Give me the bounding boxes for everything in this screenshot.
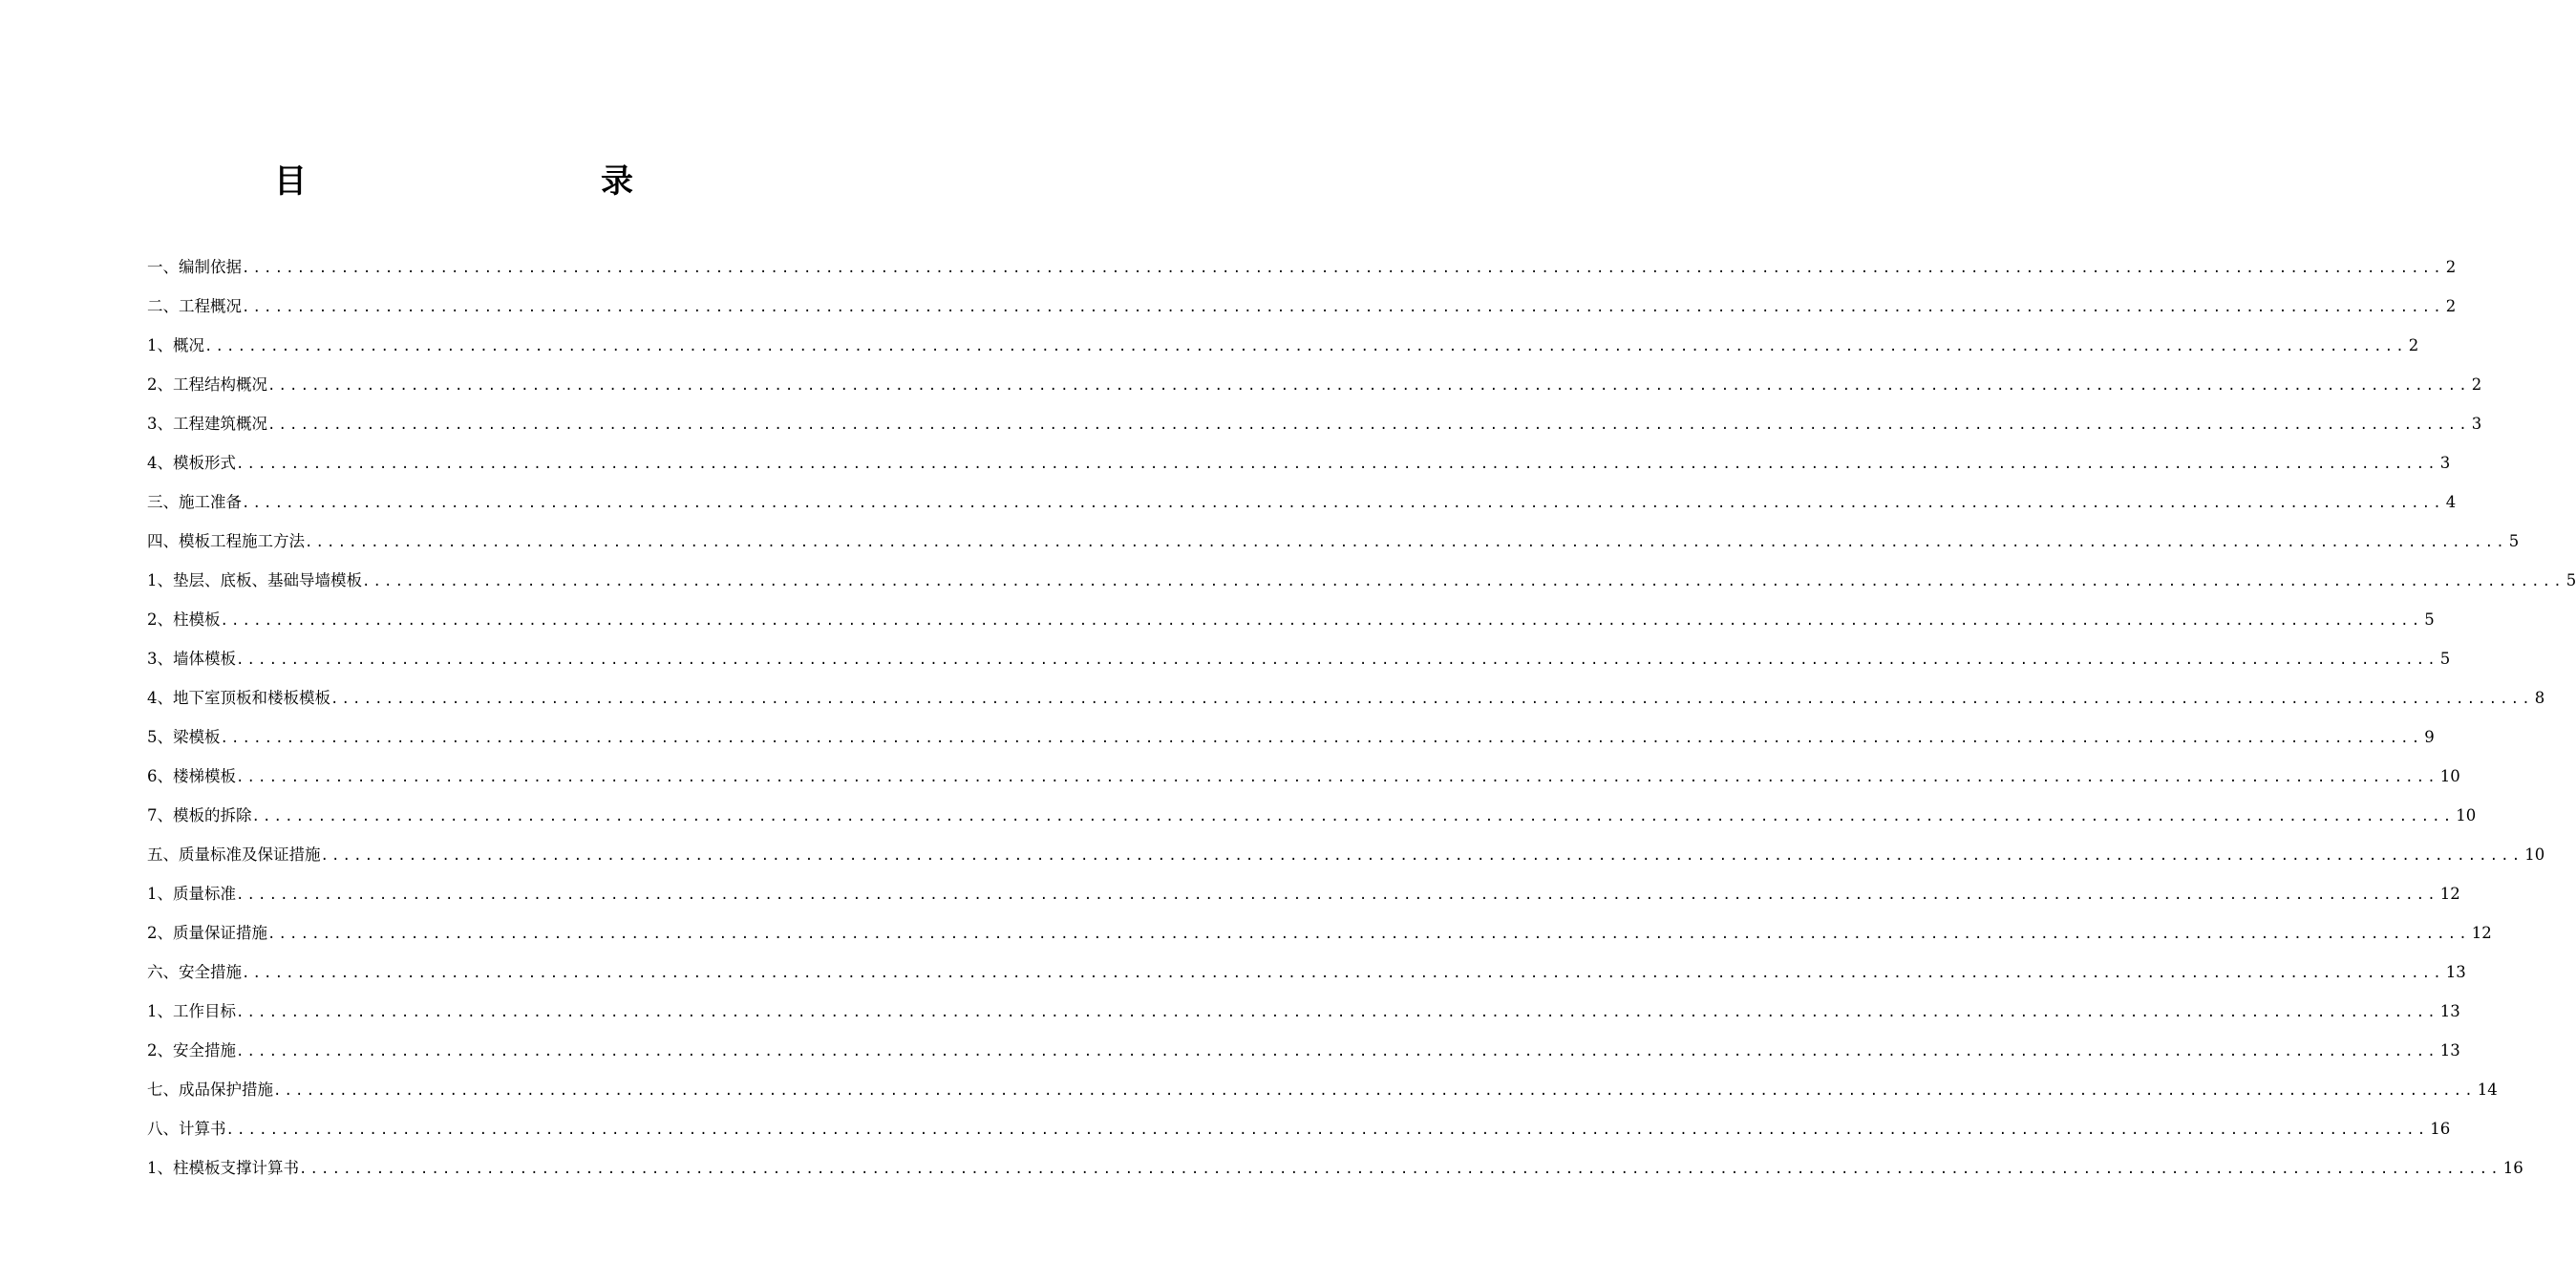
toc-entry-label: 三、施工准备 [147,493,242,511]
toc-entry-label: 1、概况 [147,336,204,354]
toc-entry[interactable] [147,329,2419,368]
page-title: 目 录 [274,162,710,201]
toc-leader-dots: ........................................................................................................................................................................................................ [236,653,2438,668]
toc-entry-label: 2、质量保证措施 [147,924,267,942]
toc-entry[interactable] [147,799,2477,838]
toc-entry-label: 二、工程概况 [147,297,242,315]
toc-entry[interactable] [147,524,2520,564]
toc-entry-label: 五、质量标准及保证措施 [147,845,321,864]
toc-entry-page: 16 [2502,1159,2523,1177]
toc-entry-page: 13 [2439,1002,2460,1020]
toc-leader-dots: ........................................................................................................................................................................................................ [251,809,2455,824]
toc-entry-label: 2、安全措施 [147,1041,236,1059]
toc-entry-page: 10 [2456,806,2477,824]
toc-entry[interactable] [147,838,2545,877]
toc-entry-label: 1、柱模板支撑计算书 [147,1159,299,1177]
toc-entry-page: 10 [2524,845,2545,864]
toc-leader-dots: ........................................................................................................................................................................................................ [362,574,2565,589]
toc-entry-page: 9 [2424,728,2435,746]
toc-entry-page: 13 [2445,963,2466,981]
toc-entry[interactable] [147,1034,2460,1073]
toc-leader-dots: ........................................................................................................................................................................................................ [330,692,2533,707]
toc-entry-page: 5 [2565,571,2576,589]
toc-entry-label: 1、工作目标 [147,1002,236,1020]
toc-leader-dots: ........................................................................................................................................................................................................ [242,966,2444,981]
toc-entry-label: 3、工程建筑概况 [147,415,267,433]
toc-entry-label: 七、成品保护措施 [147,1081,273,1099]
toc-entry-label: 一、编制依据 [147,258,242,276]
toc-entry-page: 16 [2430,1120,2451,1138]
toc-entry-label: 2、工程结构概况 [147,375,267,394]
toc-entry-page: 2 [2471,375,2482,394]
toc-entry[interactable] [147,1073,2498,1112]
toc-entry-label: 7、模板的拆除 [147,806,252,824]
toc-entry[interactable] [147,642,2451,681]
toc-leader-dots: ........................................................................................................................................................................................................ [242,496,2444,511]
toc-entry-label: 1、垫层、底板、基础导墙模板 [147,571,362,589]
toc-entry-label: 2、柱模板 [147,610,221,629]
toc-entry-page: 3 [2439,454,2451,472]
toc-entry[interactable] [147,916,2492,955]
toc-entry[interactable] [147,1151,2523,1190]
toc-entry-label: 3、墙体模板 [147,650,236,668]
toc-leader-dots: ........................................................................................................................................................................................................ [320,848,2523,864]
toc-entry-label: 4、模板形式 [147,454,236,472]
toc-entry-page: 2 [2445,258,2457,276]
toc-entry-page: 10 [2439,767,2460,785]
toc-entry-label: 1、质量标准 [147,885,236,903]
toc-entry[interactable] [147,877,2460,916]
toc-entry[interactable] [147,368,2482,407]
toc-leader-dots: ........................................................................................................................................................................................................ [236,457,2438,472]
toc-entry-label: 四、模板工程施工方法 [147,532,305,550]
toc-leader-dots: ........................................................................................................................................................................................................ [267,378,2470,394]
toc-leader-dots: ........................................................................................................................................................................................................ [267,417,2470,433]
toc-entry[interactable] [147,760,2460,799]
toc-entry-page: 12 [2439,885,2460,903]
toc-entry[interactable] [147,955,2466,995]
toc-entry[interactable] [147,603,2435,642]
toc-entry-page: 12 [2471,924,2492,942]
toc-entry-page: 13 [2439,1041,2460,1059]
toc-leader-dots: ........................................................................................................................................................................................................ [236,888,2438,903]
toc-entry-page: 14 [2477,1081,2498,1099]
toc-entry-page: 2 [2408,336,2419,354]
toc-entry[interactable] [147,681,2545,720]
toc-entry[interactable] [147,446,2451,485]
toc-entry-page: 2 [2445,297,2457,315]
toc-entry-label: 4、地下室顶板和楼板模板 [147,689,330,707]
toc-entry-label: 5、梁模板 [147,728,221,746]
toc-leader-dots: ........................................................................................................................................................................................................ [242,300,2444,315]
toc-leader-dots: ........................................................................................................................................................................................................ [220,613,2423,629]
toc-leader-dots: ........................................................................................................................................................................................................ [220,731,2423,746]
toc-leader-dots: ........................................................................................................................................................................................................ [273,1083,2476,1099]
toc-leader-dots: ........................................................................................................................................................................................................ [267,927,2470,942]
toc-entry-label: 六、安全措施 [147,963,242,981]
toc-leader-dots: ........................................................................................................................................................................................................ [204,339,2407,354]
toc-entry[interactable] [147,289,2457,329]
toc-entry-page: 4 [2445,493,2457,511]
toc-entry-label: 八、计算书 [147,1120,226,1138]
toc-leader-dots: ........................................................................................................................................................................................................ [242,261,2444,276]
toc-entry[interactable] [147,720,2435,760]
toc-entry-label: 6、楼梯模板 [147,767,236,785]
toc-entry[interactable] [147,250,2457,289]
toc-entry[interactable] [147,407,2482,446]
toc-leader-dots: ........................................................................................................................................................................................................ [236,1005,2438,1020]
toc-entry-page: 5 [2508,532,2520,550]
toc-leader-dots: ........................................................................................................................................................................................................ [236,770,2438,785]
toc-leader-dots: ........................................................................................................................................................................................................ [299,1162,2501,1177]
toc-leader-dots: ........................................................................................................................................................................................................ [236,1044,2438,1059]
toc-leader-dots: ........................................................................................................................................................................................................ [305,535,2507,550]
toc-entry-page: 3 [2471,415,2482,433]
toc-entry-page: 8 [2534,689,2545,707]
toc-entry[interactable] [147,485,2457,524]
toc-entry-page: 5 [2439,650,2451,668]
toc-entry[interactable] [147,1112,2451,1151]
toc-entry[interactable] [147,995,2460,1034]
toc-entry-page: 5 [2424,610,2435,629]
table-of-contents [147,250,2576,1190]
toc-entry[interactable] [147,564,2576,603]
toc-leader-dots: ........................................................................................................................................................................................................ [225,1123,2429,1138]
